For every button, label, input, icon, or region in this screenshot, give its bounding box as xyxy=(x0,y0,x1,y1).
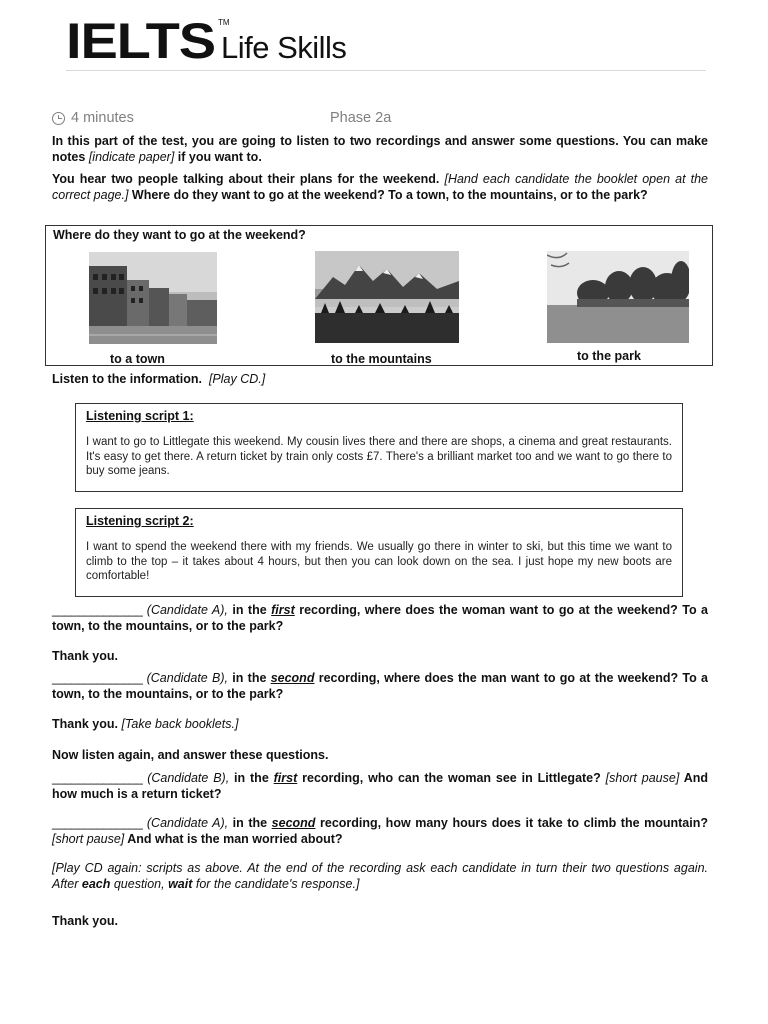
script-2-title: Listening script 2: xyxy=(86,514,194,528)
caption-park: to the park xyxy=(577,349,641,363)
logo-trademark: TM xyxy=(218,18,230,27)
play-cd-again-instruction: [Play CD again: scripts as above. At the end of the recording ask each candidate in turn their two questions again. After each question, wait for the candidate's response.] xyxy=(52,861,708,891)
script-2-text: I want to spend the weekend there with my friends. We usually go there in winter to ski, but this time we want to climb to the top – it takes about 4 hours, but then you can look down on the sea. I just hope my new boots are comfortable! xyxy=(86,541,672,582)
question-4: ______________ (Candidate A), in the second recording, how many hours does it take to climb the mountain? [short pause] And what is the man worried about? xyxy=(52,816,709,846)
thank-you-3: Thank you. xyxy=(52,914,118,928)
town-photo xyxy=(89,252,217,344)
time-allowance xyxy=(52,110,134,126)
script-1-title: Listening script 1: xyxy=(86,409,194,423)
park-photo xyxy=(547,251,689,343)
listening-script-2 xyxy=(75,508,683,597)
script-1-text: I want to go to Littlegate this weekend. My cousin lives there and there are shops, a cinema and great restaurants. It's easy to get there. A return ticket by train only costs £7. There's a brilliant market too and we want to go there to buy some jeans. xyxy=(86,436,672,477)
answer-blank: ______________ xyxy=(52,603,143,617)
picture-box-question: Where do they want to go at the weekend? xyxy=(53,228,306,242)
time-label: 4 minutes xyxy=(71,110,134,126)
listening-script-1 xyxy=(75,403,683,492)
intro-paragraph-1: In this part of the test, you are going to listen to two recordings and answer some questions. You can make notes [indicate paper] if you want to. xyxy=(52,134,708,164)
caption-mountains: to the mountains xyxy=(331,352,432,366)
answer-blank: ______________ xyxy=(52,671,143,685)
question-2: ______________ (Candidate B), in the second recording, where does the man want to go at the weekend? To a town, to the mountains, or to the park? xyxy=(52,671,708,701)
clock-icon xyxy=(52,112,65,125)
thank-you-2: Thank you. [Take back booklets.] xyxy=(52,717,239,731)
intro-paragraph-2: You hear two people talking about their plans for the weekend. [Hand each candidate the booklet open at the correct page.] Where do they want to go at the weekend? To a town, to the mountains, or to the park? xyxy=(52,172,708,202)
logo-life-skills-text: Life Skills xyxy=(220,30,347,65)
phase-label: Phase 2a xyxy=(330,110,392,126)
listen-instruction: Listen to the information. [Play CD.] xyxy=(52,372,266,386)
caption-town: to a town xyxy=(110,352,165,366)
listen-again-instruction: Now listen again, and answer these questions. xyxy=(52,748,329,762)
mountains-photo xyxy=(315,251,459,343)
question-3: ______________ (Candidate B), in the first recording, who can the woman see in Littlegate? [short pause] And how much is a return ticket? xyxy=(52,771,708,801)
thank-you-1: Thank you. xyxy=(52,649,118,663)
header-divider xyxy=(66,70,706,71)
question-1: ______________ (Candidate A), in the first recording, where does the woman want to go at the weekend? To a town, to the mountains, or to the park? xyxy=(52,603,708,633)
picture-choice-box xyxy=(45,225,713,366)
answer-blank: ______________ xyxy=(52,771,143,785)
answer-blank: ______________ xyxy=(52,816,143,830)
ielts-life-skills-logo xyxy=(66,13,347,69)
logo-ielts-text: IELTS xyxy=(66,13,215,69)
